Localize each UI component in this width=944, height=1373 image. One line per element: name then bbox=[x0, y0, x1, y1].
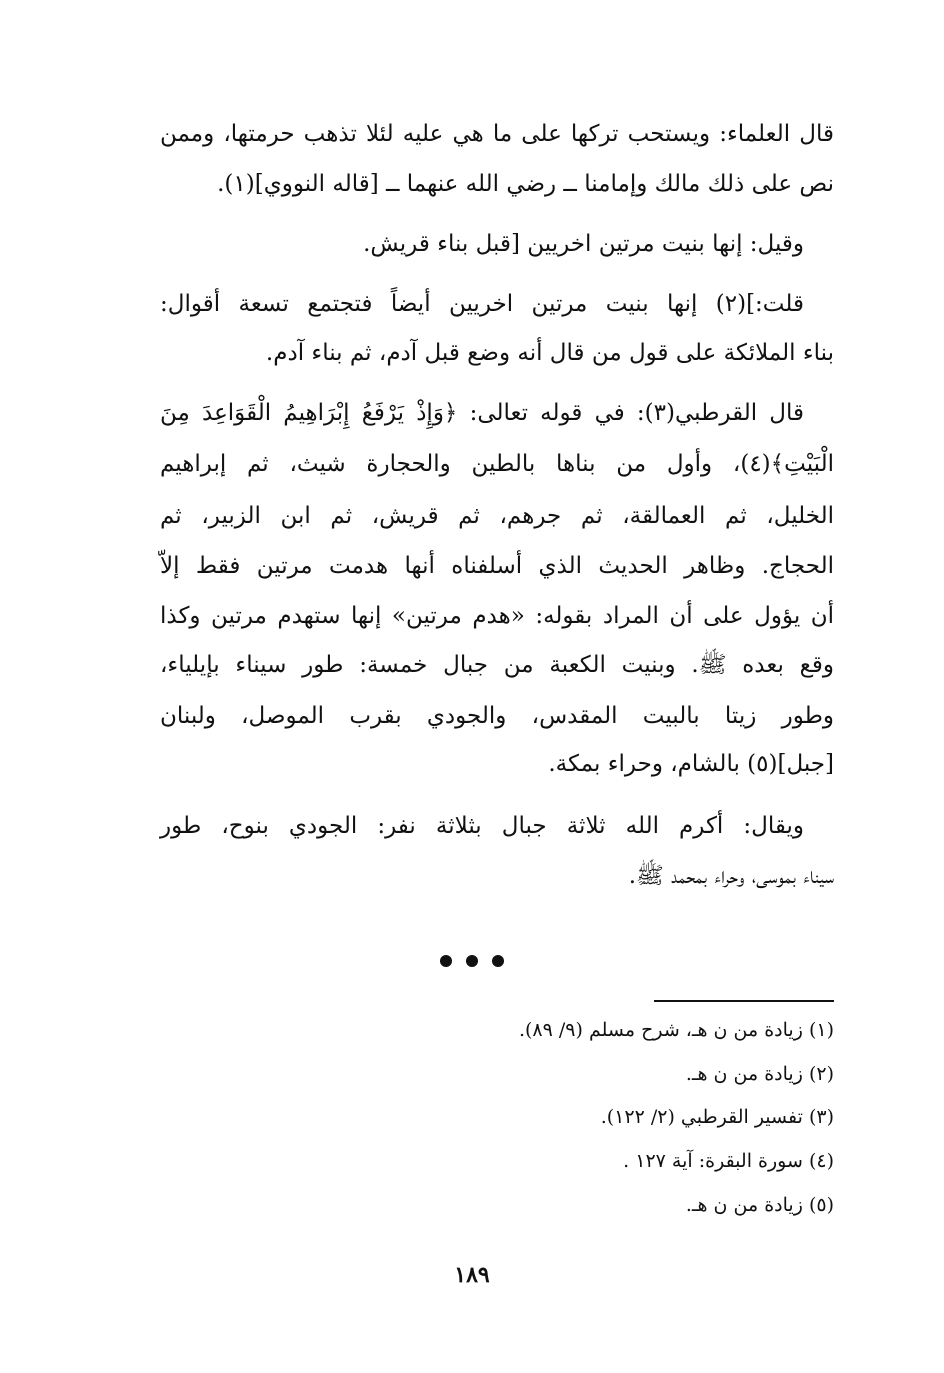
footnote-text: تفسير القرطبي (٢/ ١٢٢). bbox=[600, 1106, 803, 1128]
footnote-5 bbox=[160, 1191, 834, 1219]
footnote-text: زيادة من ن هـ، شرح مسلم (٩/ ٨٩). bbox=[518, 1019, 803, 1041]
paragraph-4-line-4: الحجاج. وظاهر الحديث الذي أسلفناه أنها هدمت مرتين فقط إلاّ bbox=[160, 553, 834, 579]
footnote-marker: (٥) bbox=[808, 1194, 834, 1216]
paragraph-4-line-8: [جبل](٥) بالشام، وحراء بمكة. bbox=[548, 751, 834, 777]
paragraph-4-line-6: وقع بعده ﷺ. وبنيت الكعبة من جبال خمسة: طور سيناء بإيلياء، bbox=[160, 652, 834, 678]
paragraph-3-line-1: قلت:](٢) إنها بنيت مرتين اخريين أيضاً فتجتمع تسعة أقوال: bbox=[160, 291, 804, 317]
divider-dot bbox=[492, 955, 504, 967]
divider-dot bbox=[466, 955, 478, 967]
paragraph-3-line-2: بناء الملائكة على قول من قال أنه وضع قبل آدم، ثم بناء آدم. bbox=[265, 340, 834, 366]
page-number: ١٨٩ bbox=[454, 1262, 490, 1288]
footnote-marker: (٤) bbox=[808, 1150, 834, 1172]
footnote-2 bbox=[160, 1060, 834, 1088]
paragraph-5-line-2: سيناء بموسى، وحراء بمحمد ﷺ. bbox=[628, 863, 834, 889]
paragraph-1-line-1: قال العلماء: ويستحب تركها على ما هي عليه لئلا تذهب حرمتها، وممن bbox=[160, 121, 834, 147]
footnote-text: سورة البقرة: آية ١٢٧ . bbox=[623, 1150, 803, 1172]
footnote-text: زيادة من ن هـ. bbox=[685, 1063, 803, 1085]
footnote-text: زيادة من ن هـ. bbox=[685, 1194, 803, 1216]
paragraph-4-line-2: الْبَيْتِ﴾(٤)، وأول من بناها بالطين والحجارة شيث، ثم إبراهيم bbox=[160, 451, 834, 477]
divider-dot bbox=[440, 955, 452, 967]
paragraph-4-line-3: الخليل، ثم العمالقة، ثم جرهم، ثم قريش، ثم ابن الزبير، ثم bbox=[160, 503, 834, 529]
footnote-marker: (٣) bbox=[808, 1106, 834, 1128]
footnote-marker: (١) bbox=[808, 1019, 834, 1041]
paragraph-1-line-2: نص على ذلك مالك وإمامنا ــ رضي الله عنهما ــ [قاله النووي](١). bbox=[217, 171, 834, 197]
footnote-3 bbox=[160, 1103, 834, 1131]
section-divider bbox=[0, 948, 944, 972]
paragraph-4-line-1: قال القرطبي(٣): في قوله تعالى: ﴿وَإِذْ يَرْفَعُ إِبْرَاهِيمُ الْقَوَاعِدَ مِنَ bbox=[160, 400, 804, 426]
paragraph-4-line-5: أن يؤول على أن المراد بقوله: «هدم مرتين» إنها ستهدم مرتين وكذا bbox=[160, 603, 834, 629]
footnote-1 bbox=[160, 1016, 834, 1044]
paragraph-4-line-7: وطور زيتا بالبيت المقدس، والجودي بقرب الموصل، ولبنان bbox=[160, 703, 834, 729]
footnote-marker: (٢) bbox=[808, 1063, 834, 1085]
footnote-4 bbox=[160, 1147, 834, 1175]
footnote-separator bbox=[654, 1000, 834, 1002]
paragraph-2-line-1: وقيل: إنها بنيت مرتين اخريين [قبل بناء قريش. bbox=[363, 231, 804, 257]
paragraph-5-line-1: ويقال: أكرم الله ثلاثة جبال بثلاثة نفر: الجودي بنوح، طور bbox=[160, 813, 804, 839]
